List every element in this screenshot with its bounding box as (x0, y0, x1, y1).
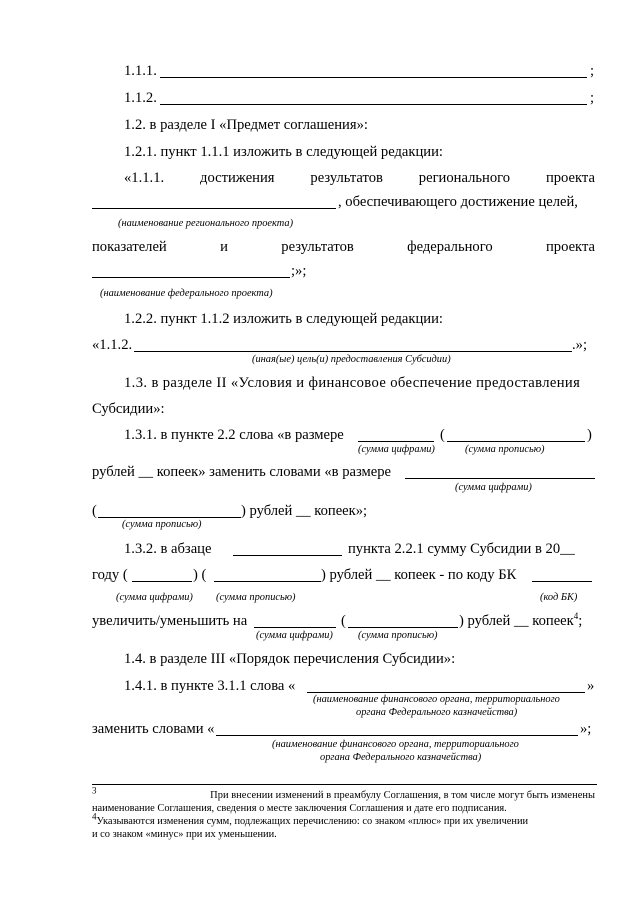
line-end: ; (578, 613, 583, 629)
section-1-2: 1.2. в разделе I «Предмет соглашения»: (124, 117, 368, 133)
caption-sum-words: (сумма прописью) (358, 630, 438, 641)
caption-federal-project: (наименование федерального проекта) (100, 288, 273, 299)
federal-tail: ;»; (291, 263, 307, 279)
quote-1-1-1-tail: , обеспечивающего достижение целей, (338, 194, 578, 210)
footnote-separator (92, 784, 597, 785)
caption-sum-digits: (сумма цифрами) (116, 592, 193, 603)
section-1-3-line-2: Субсидии»: (92, 401, 165, 417)
section-1-4-1: 1.4.1. в пункте 3.1.1 слова « (124, 678, 296, 694)
section-1-3-1: 1.3.1. в пункте 2.2 слова «в размере (124, 427, 344, 443)
blank-sum-digits (254, 627, 336, 628)
blank-sum-words (348, 627, 458, 628)
section-1-3-2-cont: пункта 2.2.1 сумму Субсидии в 20__ (348, 541, 575, 557)
caption-regional-project: (наименование регионального проекта) (118, 218, 294, 229)
caption-financial-body-2: органа Федерального казначейства) (356, 707, 518, 718)
section-1-3-line-1: 1.3. в разделе II «Условия и финансовое обеспечение предоставления (124, 375, 581, 391)
caption-sum-digits: (сумма цифрами) (455, 482, 532, 493)
footnote-ref-4[interactable]: 4 (573, 611, 579, 622)
word: «1.1.1. (124, 170, 165, 186)
blank-sum-digits (405, 478, 595, 479)
year-line-paren: ) ( (193, 567, 207, 583)
paren-open: ( (440, 427, 445, 443)
blank-financial-body (216, 735, 578, 736)
caption-financial-body-1: (наименование финансового органа, территориального (272, 739, 519, 750)
blank-sum-digits (358, 441, 434, 442)
word: регионального (418, 170, 511, 186)
caption-sum-digits: (сумма цифрами) (358, 444, 435, 455)
blank-sum-digits (132, 581, 192, 582)
change-line: увеличить/уменьшить на (92, 613, 248, 629)
footnote-4 (92, 811, 595, 841)
replace-line-end: »; (580, 721, 592, 737)
caption-financial-body-2: органа Федерального казначейства) (320, 752, 482, 763)
line-end: ; (590, 90, 595, 106)
word: результатов (281, 239, 354, 255)
quote-1-1-2-end: .»; (572, 337, 587, 353)
year-line: году ( (92, 567, 128, 583)
blank-federal-project (92, 277, 290, 278)
footnote-4-number: 4 (92, 811, 97, 822)
blank-line (160, 104, 587, 105)
caption-sum-words: (сумма прописью) (465, 444, 545, 455)
change-line-rubles (459, 612, 582, 630)
word: и (220, 239, 228, 255)
blank-line (160, 77, 587, 78)
paren-close: ) (587, 427, 592, 443)
footnote-3 (92, 785, 595, 815)
footnote-3-text: При внесении изменений в преамбулу Соглашения, в том числе могут быть изменены (210, 790, 595, 801)
blank-regional-project (92, 208, 336, 209)
replace-line: заменить словами « (92, 721, 215, 737)
paren-open: ( (92, 503, 97, 519)
change-rubles-text: ) рублей __ копеек (459, 613, 574, 629)
word: результатов (310, 170, 383, 186)
blank-sum-words (214, 581, 321, 582)
blank-paragraph (233, 555, 342, 556)
caption-bk-code: (код БК) (540, 592, 578, 603)
blank-financial-body (307, 692, 585, 693)
footnote-3-line-1 (92, 785, 595, 803)
caption-sum-words: (сумма прописью) (122, 519, 202, 530)
federal-line (92, 238, 595, 256)
blank-goal (134, 351, 572, 352)
caption-sum-digits: (сумма цифрами) (256, 630, 333, 641)
section-1-4: 1.4. в разделе III «Порядок перечисления Субсидии»: (124, 651, 456, 667)
blank-sum-words (98, 517, 241, 518)
word: федерального (407, 239, 493, 255)
section-1-2-1: 1.2.1. пункт 1.1.1 изложить в следующей редакции: (124, 144, 443, 160)
quote-1-1-2-number: «1.1.2. (92, 337, 133, 353)
year-line-rubles: ) рублей __ копеек - по коду БК (321, 567, 517, 583)
section-1-2-2: 1.2.2. пункт 1.1.2 изложить в следующей редакции: (124, 311, 443, 327)
caption-financial-body-1: (наименование финансового органа, территориального (313, 694, 560, 705)
footnote-4-text: Указываются изменения сумм, подлежащих перечислению: со знаком «плюс» при их увеличении (96, 816, 529, 827)
section-1-3-2: 1.3.2. в абзаце (124, 541, 212, 557)
rubles-line-end: ) рублей __ копеек»; (241, 503, 368, 519)
word: проекта (546, 239, 595, 255)
word: показателей (92, 239, 167, 255)
footnote-4-line-2: и со знаком «минус» при их уменьшении. (92, 828, 277, 840)
word: достижения (200, 170, 275, 186)
footnote-3-number: 3 (92, 785, 97, 796)
line-end: ; (590, 63, 595, 79)
blank-sum-words (447, 441, 585, 442)
caption-sum-words: (сумма прописью) (216, 592, 296, 603)
word: проекта (545, 170, 595, 186)
rubles-line: рублей __ копеек» заменить словами «в размере (92, 464, 392, 480)
caption-goal: (иная(ые) цель(и) предоставления Субсидии) (252, 354, 451, 365)
paren-open: ( (341, 613, 346, 629)
blank-bk-code (532, 581, 592, 582)
quote-1-1-1-line (124, 169, 595, 187)
item-1-1-1-number: 1.1.1. (124, 63, 157, 79)
footnote-4-line-1 (92, 811, 595, 829)
footnote-3-marker (92, 785, 97, 803)
footnote-3-line-2: наименование Соглашения, сведения о месте заключения Соглашения и дате его подписания. (92, 802, 507, 814)
quote-end: » (587, 678, 595, 694)
item-1-1-2-number: 1.1.2. (124, 90, 157, 106)
